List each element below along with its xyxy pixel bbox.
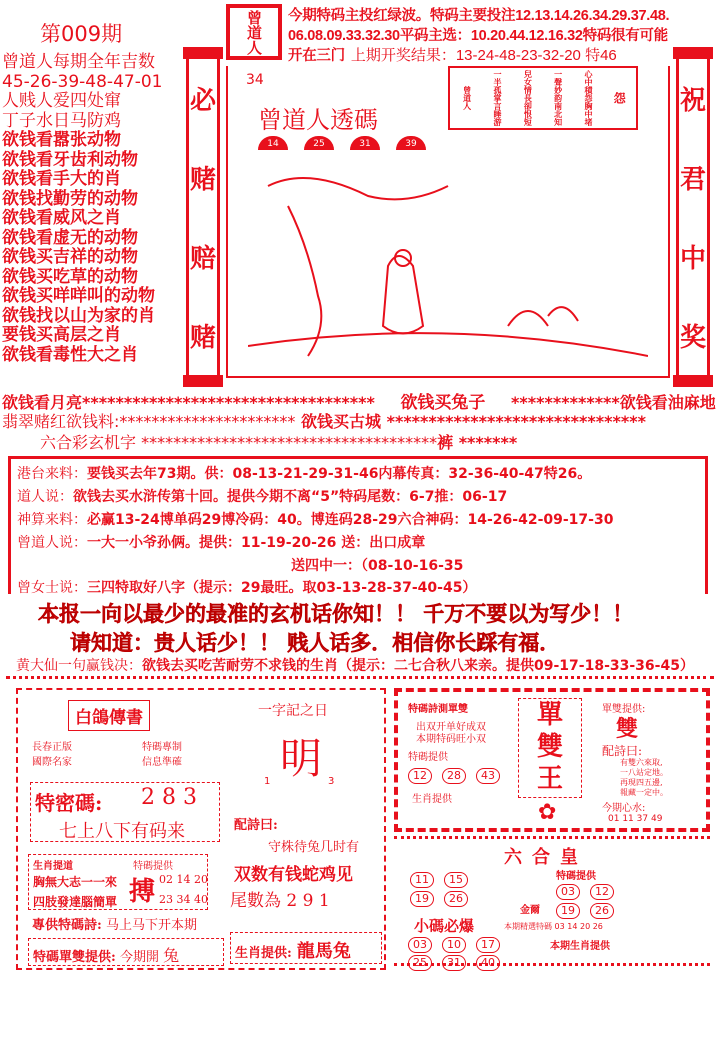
oddeven-label: 特碼單雙提供:	[33, 950, 116, 965]
left-banner	[186, 56, 220, 378]
king-char: 單	[536, 700, 563, 730]
banner-char: 中	[679, 244, 706, 274]
left-bottom-panel	[16, 688, 386, 970]
poem-lines	[620, 758, 668, 798]
zodiac-title: 生肖提道	[33, 861, 73, 872]
hot-numbers	[408, 935, 538, 971]
left-list-item: 欲钱找勤劳的动物	[2, 188, 138, 209]
left-list-item: 欲钱看虚无的动物	[2, 227, 138, 248]
number: 43	[476, 768, 500, 784]
slogan-2: 请知道：贵人话少！！ 贱人话多．相信你长踩有福．	[70, 630, 561, 655]
gold-text: 金爾	[520, 905, 540, 916]
number: 15	[444, 872, 468, 888]
poem-line: 一八站定地。	[620, 768, 668, 777]
right-top-panel	[394, 688, 710, 832]
tip-line	[17, 509, 613, 529]
number: 19	[410, 891, 434, 907]
bo-label: 特碼提供	[133, 861, 173, 872]
zodiac-box	[28, 854, 208, 910]
must-numbers	[608, 814, 662, 824]
banner-char: 赌	[189, 323, 216, 353]
seal-text: 曾道人	[245, 9, 263, 55]
number: 01	[608, 814, 620, 824]
ball: 39	[396, 136, 426, 150]
number: 19	[556, 903, 580, 919]
tip-text: 欲钱去买水浒传第十回。提供今期不离“5”特码尾数：6-7推：06-17	[73, 489, 508, 505]
ball: 14	[258, 136, 288, 150]
poem-line: 本期特码旺小双	[416, 734, 486, 745]
number: 37	[636, 814, 649, 824]
tip-line	[17, 577, 476, 597]
panel-title: 特碼詩測單雙	[408, 704, 468, 715]
provide-numbers	[408, 768, 510, 784]
bo-numbers: 23 34 40	[159, 893, 208, 906]
hot-label: 小碼必爆	[414, 917, 475, 935]
divider	[6, 676, 714, 680]
king-char: 雙	[536, 732, 563, 762]
ball: 31	[350, 136, 380, 150]
circle-numbers	[556, 881, 656, 919]
tail-label: 尾數為	[230, 891, 281, 911]
ds-label: 單雙提供:	[602, 704, 646, 715]
must-label: 今期心水:	[602, 803, 646, 814]
number: 03	[556, 884, 580, 900]
left-title: 曾道人每期全年吉数	[2, 52, 155, 72]
tip-text: 三四特取好八字（提示：29最旺。取03-13-28-37-40-45）	[87, 580, 477, 596]
bo-numbers: 02 14 20	[159, 873, 208, 886]
riddle-text: 裤	[437, 433, 454, 452]
zodiac-label: 生肖提供	[412, 794, 452, 805]
poem-line: 報藏一定中。	[620, 788, 668, 797]
left-list-item: 欲钱看手大的肖	[2, 169, 121, 189]
zodiac-line: 四肢發達腦簡單	[33, 895, 118, 909]
secret-poem: 七上八下有码来	[59, 821, 185, 842]
poem-label: 配詩曰:	[602, 744, 643, 758]
sx-value: 龍馬兔	[296, 941, 351, 962]
left-list-item: 要钱买高层之肖	[2, 325, 121, 345]
word-title: 一字記之日	[258, 703, 328, 719]
poem-col: 怨	[612, 92, 627, 104]
pigeon-title: 白鴿傳書	[68, 700, 150, 731]
left-list-item: 欲钱看牙齿利动物	[2, 149, 138, 170]
row-line: 本期精選特碼 03 14 20 26	[504, 922, 603, 931]
right-bottom-panel	[394, 836, 710, 969]
riddle-text: 翡翠赌红欲钱料:**********************	[2, 412, 296, 431]
riddle-text: 欲钱买古城	[300, 412, 381, 431]
riddle-text: *******************************	[386, 412, 646, 431]
number: 26	[444, 891, 468, 907]
poem-box	[448, 66, 638, 130]
riddle-text: 欲钱买兔子	[400, 393, 486, 413]
sx-label: 生肖提供:	[235, 946, 292, 961]
left-list-item: 欲钱看毒性大之肖	[2, 344, 138, 365]
number: 17	[476, 937, 500, 953]
riddle-text: *************欲钱看油麻地	[511, 393, 716, 412]
oddeven-value: 兔	[163, 946, 180, 965]
provide-label: 特碼提供	[408, 752, 448, 763]
poem-col: 一聲妙韵南北知	[553, 70, 563, 126]
word-char: 明	[280, 734, 323, 783]
tip-label: 曾女士说：	[17, 580, 87, 596]
number: 12	[408, 768, 432, 784]
number: 26	[590, 903, 614, 919]
tip-text: 要钱买去年73期。供：08-13-21-29-31-46内幕传真：32-36-40-47特26。	[87, 466, 592, 482]
banner-char: 祝	[679, 86, 706, 116]
number: 11	[410, 872, 434, 888]
secret-label: 特密碼:	[35, 791, 103, 815]
left-list-item: 欲钱买吃草的动物	[2, 266, 138, 287]
tip-label: 道人说：	[17, 489, 73, 505]
illustration-panel	[226, 66, 670, 378]
banner-char: 君	[679, 165, 706, 195]
tips-box	[8, 456, 708, 594]
right-banner	[676, 56, 710, 378]
secret-value: 2 8 3	[141, 785, 197, 810]
poem-line: 有雙六來取,	[620, 758, 663, 767]
poem-col: 曾道人	[462, 86, 472, 110]
tip-text: 一大一小爷孙俩。提供：11-19-20-26 送：出口成章	[87, 535, 426, 551]
huang-tip	[16, 655, 694, 675]
zodiac-line: 胸無大志一一來	[33, 875, 118, 889]
oddeven-mid: 今期開	[119, 950, 159, 965]
secret-code-box	[30, 782, 220, 842]
riddle-text: *******	[458, 433, 518, 452]
left-list-item: 欲钱买咩咩叫的动物	[2, 286, 155, 306]
tail-value: 2 9 1	[286, 891, 330, 911]
number: 10	[442, 937, 466, 953]
header-forecast	[288, 6, 718, 66]
poem-line: 出双开单好成双	[416, 722, 486, 733]
number: 28	[442, 768, 466, 784]
poem-col: 一半孤掌言睡游	[492, 70, 502, 126]
poem-label: 配詩曰:	[234, 818, 278, 833]
number: 03	[408, 937, 432, 953]
left-list-item: 丁子水日马防鸡	[2, 110, 121, 131]
tip-text: 送四中一：（08-10-16-35	[291, 558, 464, 574]
banner-char: 赔	[189, 244, 216, 274]
oddeven-box	[28, 938, 224, 966]
poem-line: 再現四五邊,	[620, 778, 663, 787]
header-line-1: 今期特码主投红绿波。特码主要投注12.13.14.26.34.29.37.48.	[288, 8, 670, 24]
left-list-item: 人贱人爱四处窜	[2, 91, 121, 111]
huang-text: 欲钱去买吃苦耐劳不求钱的生肖（提示：二七合秋八来亲。提供09-17-18-33-36-45）	[142, 658, 694, 674]
tip-label: 曾道人说：	[17, 535, 87, 551]
header-line-2: 06.08.09.33.32.30平码主选：10.20.44.12.16.32特码很有可能	[288, 28, 668, 44]
seal-logo	[226, 4, 282, 60]
tip-text: 必赢13-24博单码29博冷码：40。博连码28-29六合神码：14-26-42-09-17-30	[87, 512, 614, 528]
header-line-3: 开在三门	[288, 48, 345, 64]
left-numbers: 45-26-39-48-47-01	[2, 71, 163, 92]
poem-col: 兒女情長卻恨短	[523, 70, 533, 126]
number: 12	[590, 884, 614, 900]
picture-title: 曾道人透碼	[258, 106, 378, 134]
tail-number	[230, 886, 330, 911]
king-box	[518, 698, 582, 798]
ds-value: 雙	[616, 717, 639, 742]
left-list-item: 欲钱找以山为家的肖	[2, 305, 155, 326]
number: 40	[476, 955, 500, 971]
banner-char: 奖	[679, 323, 706, 353]
issue-number: 第009期	[40, 22, 123, 46]
left-list-item: 欲钱买吉祥的动物	[2, 247, 138, 267]
number: 31	[442, 955, 466, 971]
word-number: 1	[264, 776, 271, 787]
circle-numbers	[410, 869, 510, 907]
banner-char: 赌	[189, 165, 216, 195]
sx-box	[230, 932, 382, 964]
number-tag: 34	[246, 72, 264, 88]
ball: 25	[304, 136, 334, 150]
special-poem	[32, 914, 197, 933]
scene-illustration	[248, 166, 648, 366]
tip-line	[17, 463, 591, 483]
tip-line	[17, 532, 425, 552]
tip-line	[291, 555, 463, 575]
banner-char: 必	[189, 86, 216, 116]
last-result: 上期开奖结果：13-24-48-23-32-20 特46	[350, 47, 617, 64]
sub-text: 長春正版 國際名家	[32, 742, 72, 768]
header-row-3	[288, 46, 718, 66]
left-list-item: 欲钱看威风之肖	[2, 208, 121, 228]
special-text: 马上马下开本期	[105, 918, 197, 933]
riddle-text: 欲钱看月亮***********************************	[2, 393, 375, 412]
huang-label: 黄大仙一句赢钱决：	[16, 658, 142, 674]
riddle-row-3	[40, 430, 517, 453]
king-char: 王	[536, 764, 563, 794]
double-text: 双数有钱蛇鸡见	[234, 865, 353, 885]
left-list	[2, 53, 188, 365]
sx-label: 本期生肖提供	[550, 941, 610, 952]
poem-text: 守株待兔几时有	[268, 840, 360, 855]
tm-label: 特碼提供	[556, 871, 596, 882]
riddle-row-2	[2, 409, 646, 432]
slogan-1: 本报一向以最少的最准的玄机话你知！！ 千万不要以为写少！！	[38, 601, 634, 626]
left-list-item: 欲钱看嚣张动物	[2, 130, 121, 150]
flower-icon: ✿	[538, 800, 557, 825]
sub-text: 特碼專制 信息準確	[142, 742, 182, 768]
tip-label: 港台来料：	[17, 466, 87, 482]
bo-char: 搏	[129, 877, 156, 907]
number: 49	[650, 814, 663, 824]
word-number: 3	[328, 776, 335, 787]
tip-label: 神算来料：	[17, 512, 87, 528]
number: 11	[622, 814, 634, 824]
number: 25	[408, 955, 432, 971]
tip-line	[17, 486, 507, 506]
special-label: 專供特碼詩:	[32, 918, 102, 933]
poem-col: 心中積怨胸中堵	[583, 70, 593, 126]
riddle-text: 六合彩玄机字 *************************************	[40, 433, 438, 452]
lhh-title: 六合皇	[504, 847, 588, 868]
